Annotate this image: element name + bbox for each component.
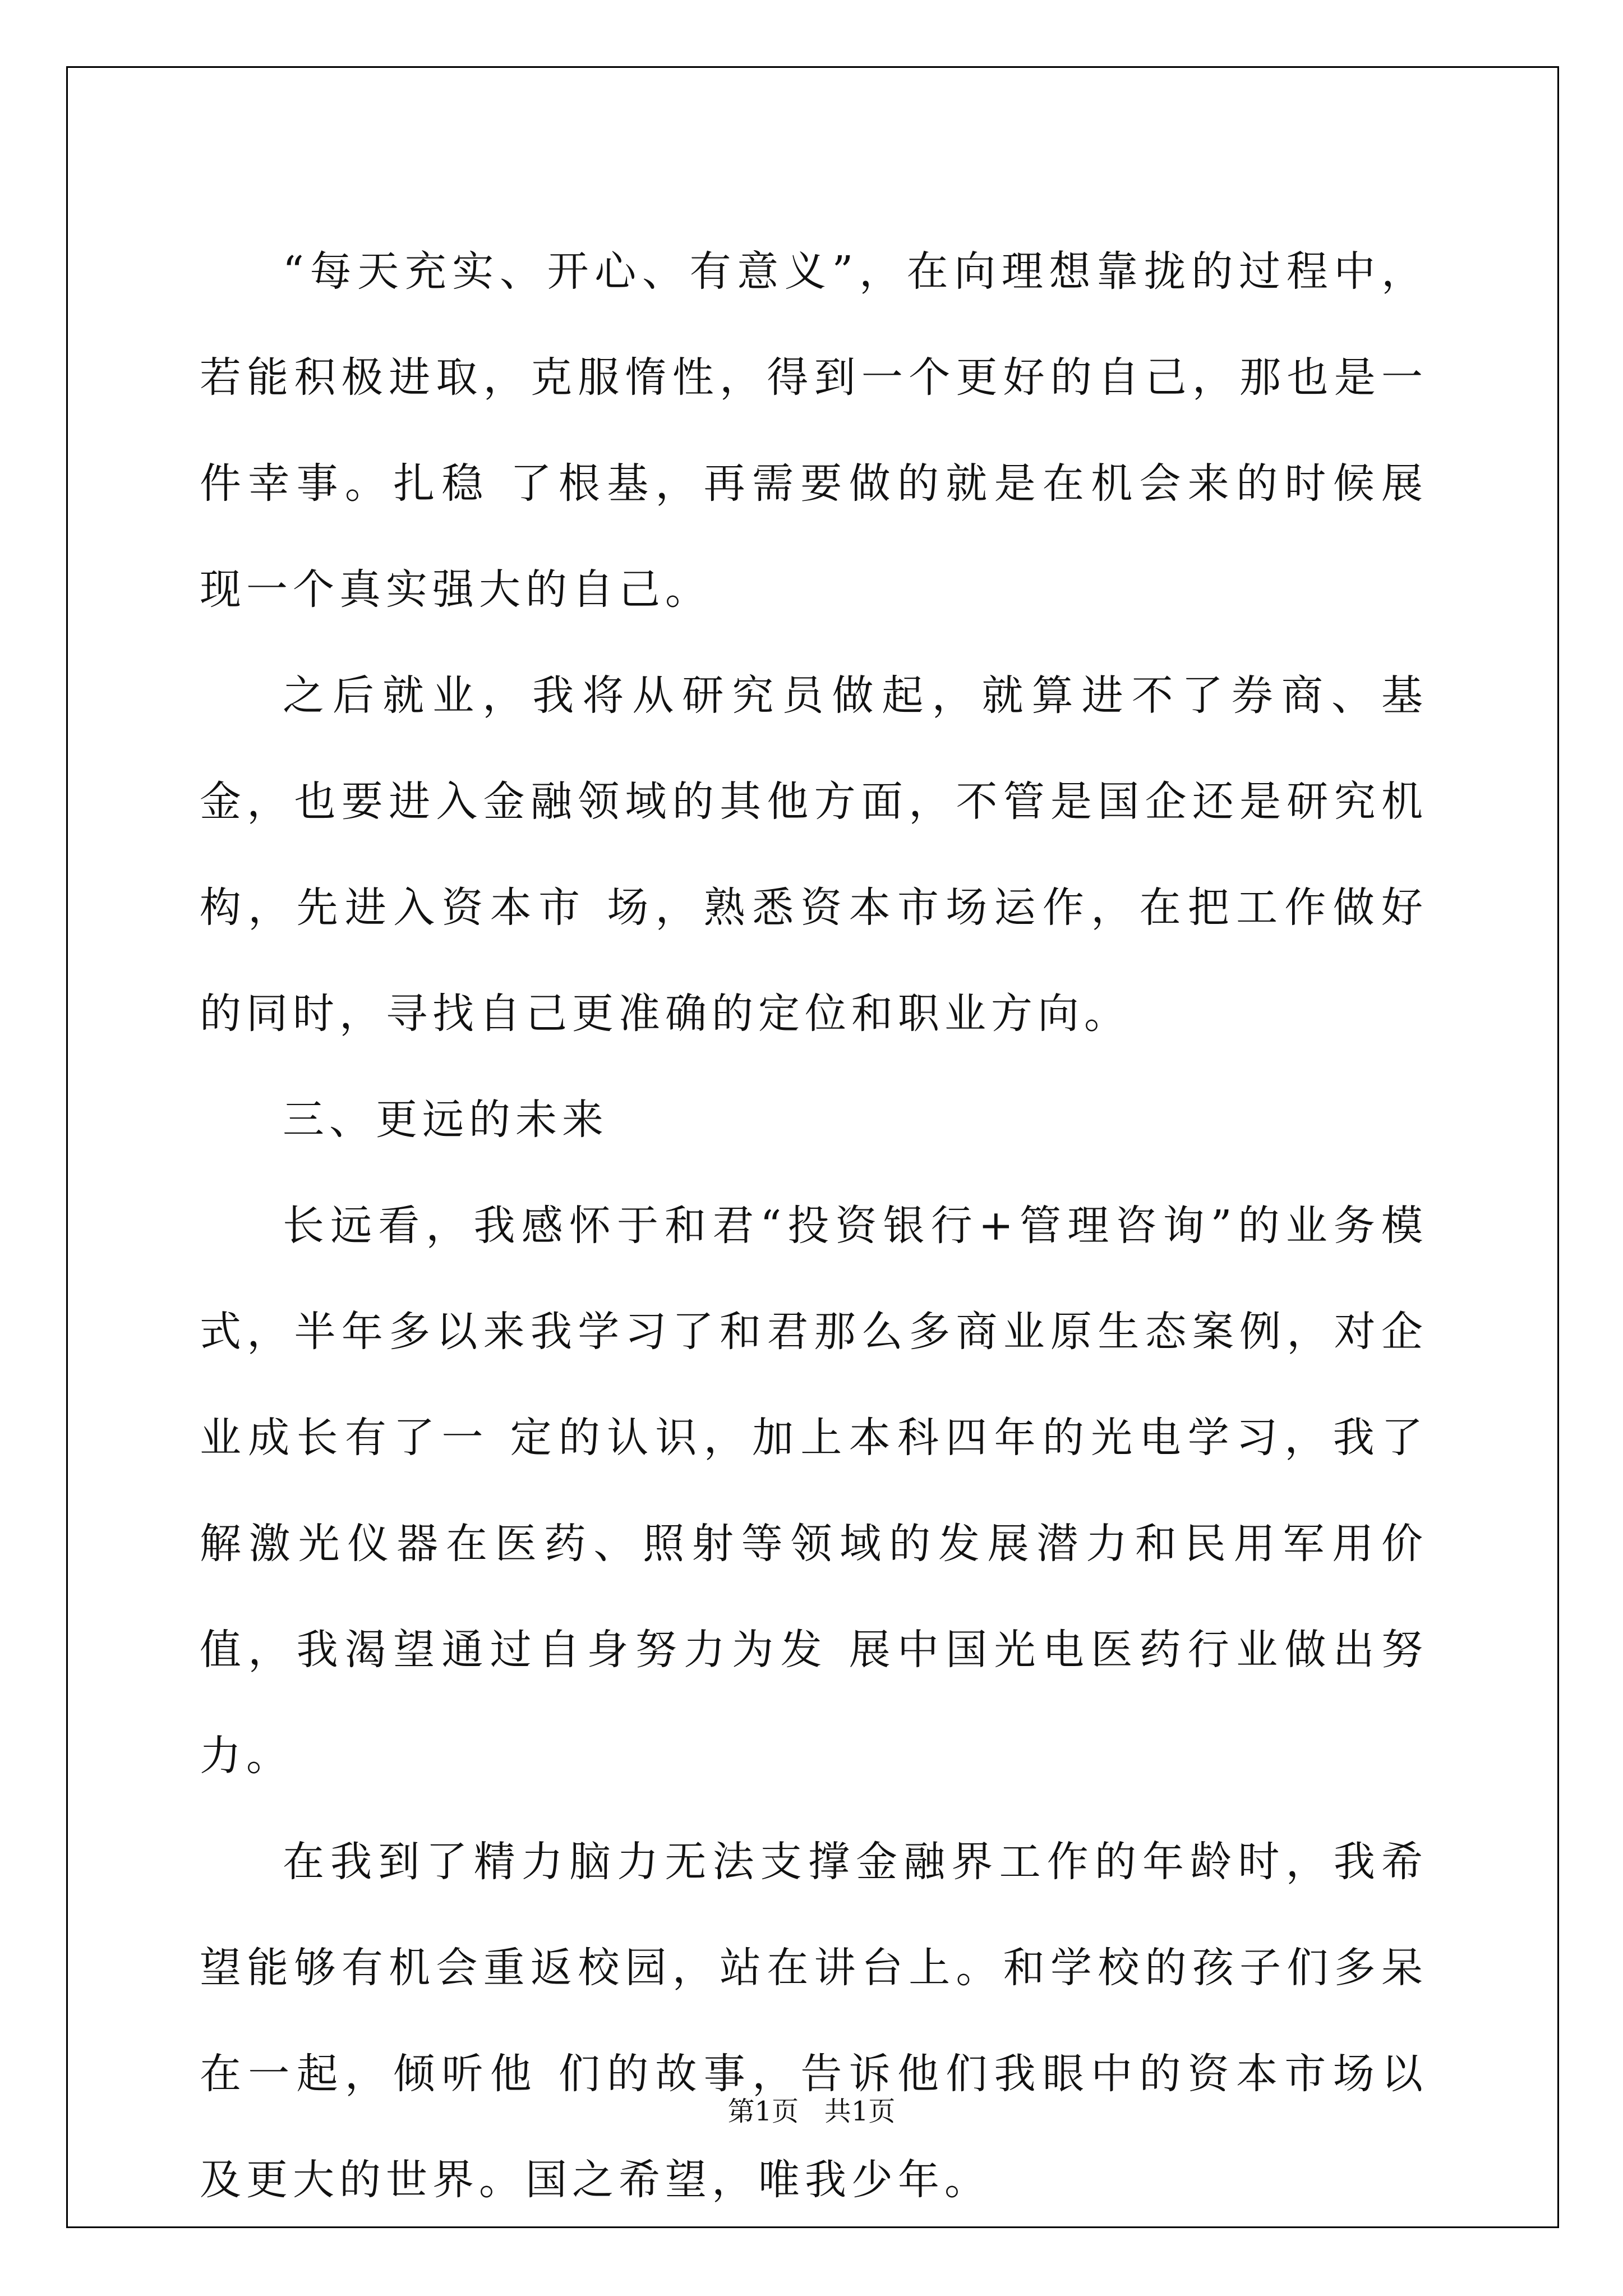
section-heading: 三、更远的未来 <box>283 1096 608 1144</box>
paragraph-1: “每天充实、开心、有意义”，在向理想靠拢的过程中，若能积极进取，克服惰性，得到一个更好的自己，那也是一件幸事。扎稳 了根基，再需要做的就是在机会来的时候展现一个真实强大的自己。 <box>200 247 1428 614</box>
paragraph-2: 之后就业，我将从研究员做起，就算进不了券商、基金，也要进入金融领域的其他方面，不管是国企还是研究机构，先进入资本市 场，熟悉资本市场运作，在把工作做好的同时，寻找自己更准确的定位和职业方向。 <box>200 671 1428 1038</box>
paragraph-4: 在我到了精力脑力无法支撑金融界工作的年龄时，我希望能够有机会重返校园，站在讲台上。和学校的孩子们多呆在一起，倾听他 们的故事，告诉他们我眼中的资本市场以及更大的世界。国之希望，唯我少年。 <box>200 1838 1428 2204</box>
document-body <box>200 219 1428 2233</box>
paragraph-3: 长远看，我感怀于和君“投资银行+管理咨询”的业务模式，半年多以来我学习了和君那么多商业原生态案例，对企业成长有了一 定的认识，加上本科四年的光电学习，我了解激光仪器在医药、照射等领域的发展潜力和民用军用价值，我渴望通过自身努力为发 展中国光电医药行业做出努力。 <box>200 1202 1428 1780</box>
page-number-footer: 第1页 共1页 <box>727 2096 896 2127</box>
